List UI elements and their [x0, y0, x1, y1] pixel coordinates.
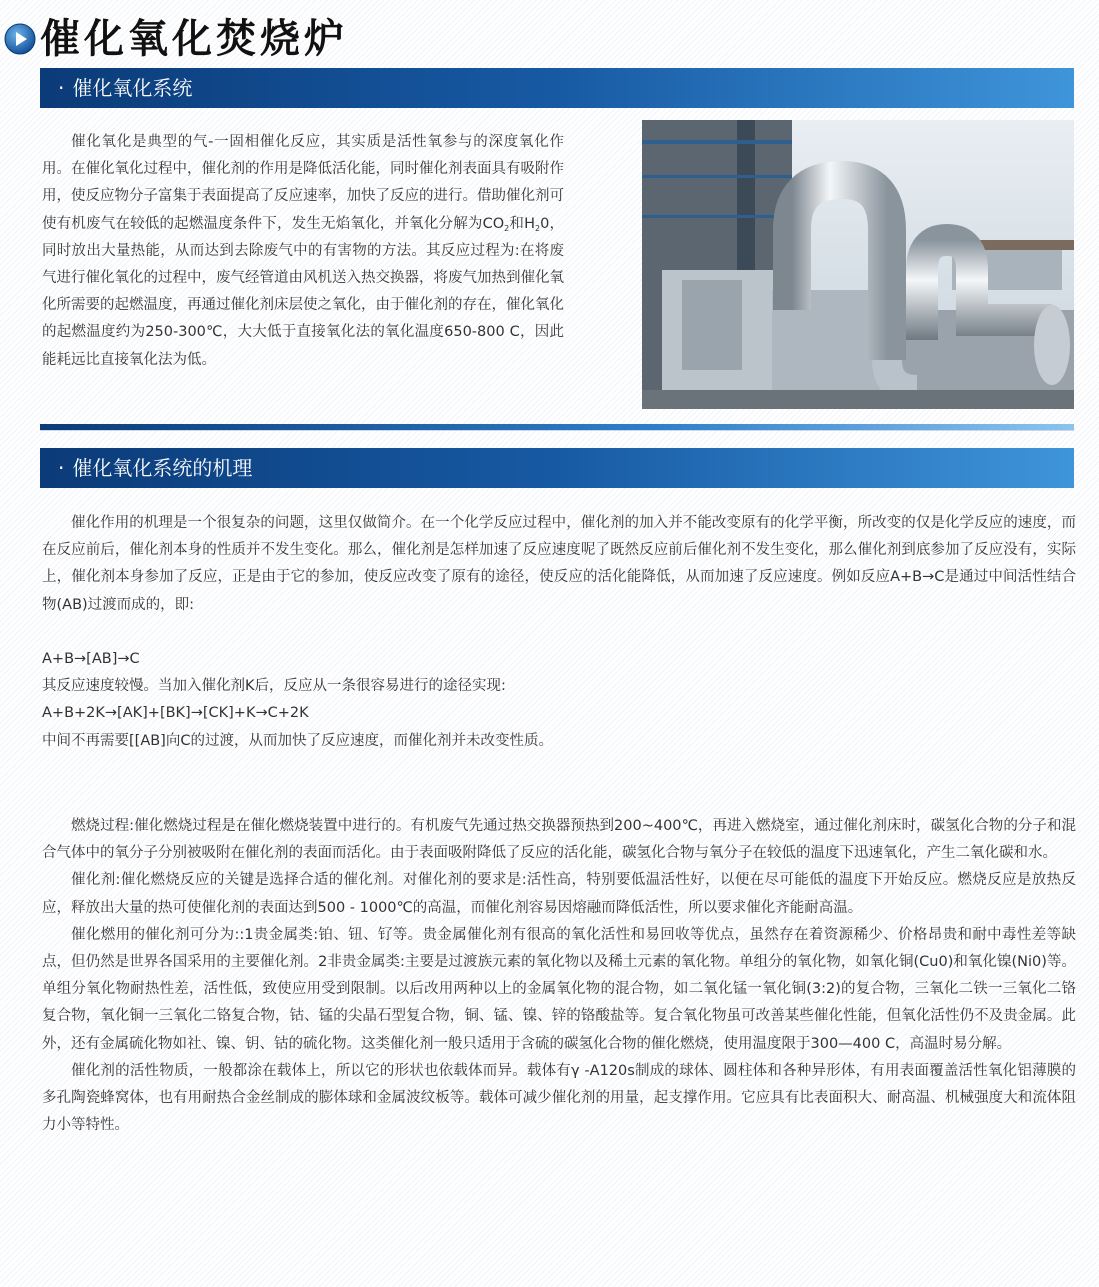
- page-title: 催化氧化焚烧炉: [40, 16, 348, 62]
- co2-subscript: 2: [504, 223, 510, 233]
- mechanism-text-block: [42, 510, 1076, 755]
- catalyst-types-paragraph: 催化燃用的催化剂可分为::1贵金属类:铂、钮、钌等。贵金属催化剂有很高的氧化活性和易回收等优点，虽然存在着资源稀少、价格昂贵和耐中毒性差等缺点，但仍然是世界各国采用的主要催化剂。2非贵金属类:主要是过渡族元素的氧化物以及稀土元素的氧化物。单组分的氧化物，如氧化铜(Cu0)和氧化镍(Ni0)等。单组分氧化物耐热性差，活性低，致使应用受到限制。以后改用两种以上的金属氧化物的混合物，如二氧化锰一氧化铜(3:2)的复合物，三氧化二铁一三氧化二铬复合物，氧化铜一三氧化二铬复合物，钴、锰的尖晶石型复合物，铜、锰、镍、锌的铬酸盐等。复合氧化物虽可改善某些催化性能，但氧化活性仍不及贵金属。此外，还有金属硫化物如社、镍、钥、钴的硫化物。这类催化剂一般只适用于含硫的碳氢化合物的催化燃烧，使用温度限于300—400 C，高温时易分解。: [42, 926, 1076, 1052]
- section-heading-system: 催化氧化系统: [72, 76, 193, 100]
- section-divider: [40, 424, 1074, 430]
- equation-1: A+B→[AB]→C: [42, 651, 140, 667]
- title-row: [0, 14, 348, 64]
- bullet-dot: ·: [58, 76, 65, 100]
- combustion-paragraph: 燃烧过程:催化燃烧过程是在催化燃烧装置中进行的。有机废气先通过热交换器预热到200~400℃，再进入燃烧室，通过催化剂床时，碳氢化合物的分子和混合气体中的氧分子分别被吸附在催化剂的表面而活化。由于表面吸附降低了反应的活化能，碳氢化合物与氧分子在较低的温度下迅速氧化，产生二氧化碳和水。: [42, 818, 1076, 862]
- section-banner-system: [40, 68, 1074, 108]
- catalyst-paragraph: 催化剂:催化燃烧反应的关键是选择合适的催化剂。对催化剂的要求是:活性高，特别要低温活性好，以便在尽可能低的温度下开始反应。燃烧反应是放热反应，释放出大量的热可使催化剂的表面达到500 - 1000℃的高温，而催化剂容易因熔融而降低活性，所以要求催化齐能耐高温。: [42, 872, 1076, 916]
- details-text-block: [42, 813, 1076, 1139]
- blank-line: [42, 619, 1076, 646]
- bullet-dot: ·: [58, 456, 65, 480]
- mechanism-line-2: 其反应速度较慢。当加入催化剂K后，反应从一条很容易进行的途径实现:: [42, 678, 506, 695]
- system-paragraph: [42, 129, 564, 374]
- system-paragraph-part1: 催化氧化是典型的气-一固相催化反应，其实质是活性氧参与的深度氧化作用。在催化氧化过程中，催化剂的作用是降低活化能，同时催化剂表面具有吸附作用，使反应物分子富集于表面提高了反应速率，加快了反应的进行。借助催化剂可使有机废气在较低的起燃温度条件下，发生无焰氧化，并氧化分解为CO: [42, 134, 564, 232]
- system-paragraph-part2: 和H: [509, 215, 535, 232]
- mechanism-line-4: 中间不再需要[[AB]向C的过渡，从而加快了反应速度，而催化剂并未改变性质。: [42, 732, 553, 749]
- photo-illustration: [642, 120, 1074, 409]
- equation-2: A+B+2K→[AK]+[BK]→[CK]+K→C+2K: [42, 705, 309, 722]
- section-banner-mechanism: [40, 448, 1074, 488]
- system-text-block: [42, 129, 564, 374]
- section-heading-mechanism: 催化氧化系统的机理: [72, 456, 253, 480]
- system-paragraph-part3: 0，同时放出大量热能，从而达到去除废气中的有害物的方法。其反应过程为:在将废气进行催化氧化的过程中，废气经管道由风机送入热交换器，将废气加热到催化氧化所需要的起燃温度，再通过催化剂床层使之氧化，由于催化剂的存在，催化氧化的起燃温度约为250-300℃，大大低于直接氧化法的氧化温度650-800 C，因此能耗远比直接氧化法为低。: [42, 215, 564, 368]
- mechanism-intro: 催化作用的机理是一个很复杂的问题，这里仅做简介。在一个化学反应过程中，催化剂的加入并不能改变原有的化学平衡，所改变的仅是化学反应的速度，而在反应前后，催化剂本身的性质并不发生变化。那么，催化剂是怎样加速了反应速度呢了既然反应前后催化剂不发生变化，那么催化剂到底参加了反应没有，实际上，催化剂本身参加了反应，正是由于它的参加，使反应改变了原有的途径，使反应的活化能降低，从而加速了反应速度。例如反应A+B→C是通过中间活性结合物(AB)过渡而成的，即:: [42, 515, 1076, 613]
- industrial-pipes-photo: [642, 120, 1074, 409]
- play-circle-icon: [4, 23, 36, 55]
- catalyst-support-paragraph: 催化剂的活性物质，一般都涂在载体上，所以它的形状也依载体而异。载体有γ -A120s制成的球体、圆柱体和各种异形体，有用表面覆盖活性氧化铝薄膜的多孔陶瓷蜂窝体，也有用耐热合金丝制成的膨体球和金属波纹板等。载体可减少催化剂的用量，起支撑作用。它应具有比表面积大、耐高温、机械强度大和流体阻力小等特性。: [42, 1062, 1076, 1134]
- h2o-subscript: 2: [534, 223, 541, 233]
